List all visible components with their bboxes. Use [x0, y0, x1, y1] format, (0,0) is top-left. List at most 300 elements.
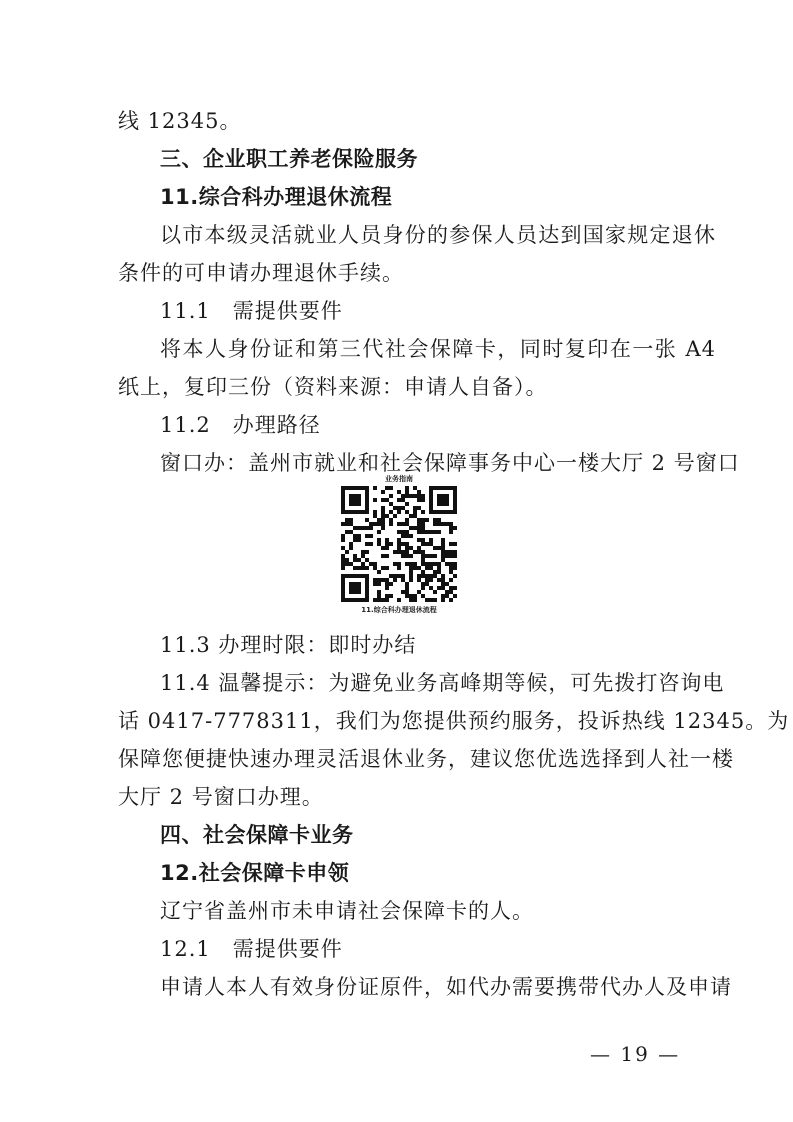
qr-module: [433, 590, 437, 594]
qr-module: [453, 554, 457, 558]
qr-module: [437, 486, 441, 490]
qr-module: [377, 530, 381, 534]
qr-module: [445, 582, 449, 586]
qr-module: [393, 506, 397, 510]
qr-module: [441, 542, 445, 546]
qr-module: [349, 590, 353, 594]
qr-module: [365, 518, 369, 522]
qr-module: [389, 510, 393, 514]
qr-module: [421, 586, 425, 590]
qr-module: [437, 586, 441, 590]
qr-module: [429, 586, 433, 590]
qr-module: [353, 534, 357, 538]
qr-module: [381, 518, 385, 522]
qr-module: [449, 522, 453, 526]
qr-module: [401, 542, 405, 546]
qr-module: [349, 498, 353, 502]
qr-module: [429, 510, 433, 514]
qr-module: [417, 494, 421, 498]
qr-module: [433, 518, 437, 522]
qr-module: [341, 594, 345, 598]
qr-module: [429, 598, 433, 602]
qr-module: [381, 510, 385, 514]
qr-module: [441, 522, 445, 526]
qr-module: [369, 534, 373, 538]
qr-module: [353, 498, 357, 502]
qr-module: [405, 546, 409, 550]
qr-module: [433, 574, 437, 578]
qr-module: [409, 554, 413, 558]
qr-module: [349, 586, 353, 590]
qr-module: [449, 566, 453, 570]
qr-module: [417, 518, 421, 522]
qr-module: [385, 566, 389, 570]
qr-module: [397, 522, 401, 526]
qr-module: [385, 498, 389, 502]
qr-module: [445, 494, 449, 498]
section-heading-3: 三、企业职工养老保险服务: [160, 147, 418, 171]
paragraph-line: 申请人本人有效身份证原件，如代办需要携带代办人及申请: [160, 975, 732, 999]
qr-module: [389, 522, 393, 526]
qr-module: [445, 502, 449, 506]
qr-module: [405, 502, 409, 506]
qr-module: [365, 558, 369, 562]
qr-module: [381, 598, 385, 602]
page-number: — 19 —: [590, 1042, 681, 1066]
qr-module: [393, 562, 397, 566]
qr-module: [445, 486, 449, 490]
qr-module: [405, 590, 409, 594]
qr-module: [365, 526, 369, 530]
qr-module: [401, 590, 405, 594]
qr-module: [385, 542, 389, 546]
qr-module: [405, 530, 409, 534]
qr-module: [341, 486, 345, 490]
qr-module: [449, 562, 453, 566]
qr-module: [445, 590, 449, 594]
qr-module: [449, 570, 453, 574]
qr-module: [417, 538, 421, 542]
qr-module: [389, 486, 393, 490]
qr-module: [441, 550, 445, 554]
qr-module: [357, 498, 361, 502]
qr-module: [357, 486, 361, 490]
qr-module: [429, 542, 433, 546]
qr-module: [445, 510, 449, 514]
paragraph-line: 保障您便捷快速办理灵活退休业务，建议您优选选择到人社一楼: [118, 747, 734, 771]
qr-module: [385, 594, 389, 598]
qr-module: [413, 550, 417, 554]
qr-code-icon: [341, 486, 457, 602]
qr-module: [417, 498, 421, 502]
qr-module: [453, 486, 457, 490]
qr-module: [405, 562, 409, 566]
qr-module: [449, 598, 453, 602]
qr-module: [453, 498, 457, 502]
qr-module: [373, 578, 377, 582]
qr-module: [417, 546, 421, 550]
qr-module: [417, 578, 421, 582]
qr-module: [397, 538, 401, 542]
qr-module: [445, 562, 449, 566]
qr-module: [385, 538, 389, 542]
qr-module: [453, 550, 457, 554]
qr-module: [357, 582, 361, 586]
qr-module: [413, 526, 417, 530]
qr-module: [417, 526, 421, 530]
qr-module: [365, 578, 369, 582]
qr-module: [425, 542, 429, 546]
item-heading-11-3: 11.3 办理时限：即时办结: [160, 633, 417, 657]
qr-module: [341, 494, 345, 498]
qr-module: [353, 586, 357, 590]
qr-module: [449, 590, 453, 594]
qr-module: [397, 506, 401, 510]
qr-module: [361, 574, 365, 578]
qr-module: [353, 502, 357, 506]
qr-module: [417, 522, 421, 526]
qr-module: [361, 526, 365, 530]
qr-module: [381, 498, 385, 502]
qr-module: [397, 562, 401, 566]
qr-module: [441, 586, 445, 590]
qr-module: [413, 566, 417, 570]
qr-module: [405, 542, 409, 546]
qr-module: [433, 530, 437, 534]
qr-module: [449, 542, 453, 546]
qr-module: [349, 486, 353, 490]
qr-module: [453, 490, 457, 494]
qr-module: [345, 598, 349, 602]
qr-module: [353, 574, 357, 578]
qr-module: [453, 586, 457, 590]
qr-module: [349, 598, 353, 602]
qr-module: [357, 566, 361, 570]
qr-module: [341, 502, 345, 506]
qr-module: [409, 570, 413, 574]
qr-module: [421, 498, 425, 502]
qr-module: [425, 582, 429, 586]
qr-module: [429, 494, 433, 498]
qr-module: [449, 586, 453, 590]
qr-module: [429, 506, 433, 510]
qr-module: [397, 530, 401, 534]
qr-module: [425, 562, 429, 566]
qr-module: [449, 550, 453, 554]
qr-module: [365, 510, 369, 514]
qr-module: [421, 574, 425, 578]
qr-module: [453, 542, 457, 546]
qr-module: [341, 558, 345, 562]
qr-module: [429, 578, 433, 582]
qr-module: [453, 566, 457, 570]
qr-module: [421, 554, 425, 558]
qr-module: [397, 546, 401, 550]
qr-module: [405, 582, 409, 586]
qr-module: [421, 494, 425, 498]
qr-module: [357, 538, 361, 542]
qr-module: [345, 522, 349, 526]
qr-module: [353, 582, 357, 586]
qr-module: [453, 502, 457, 506]
qr-module: [385, 586, 389, 590]
qr-module: [405, 518, 409, 522]
qr-module: [425, 554, 429, 558]
qr-module: [429, 498, 433, 502]
qr-module: [413, 494, 417, 498]
qr-module: [397, 598, 401, 602]
qr-module: [341, 506, 345, 510]
qr-module: [345, 510, 349, 514]
qr-module: [385, 514, 389, 518]
qr-module: [385, 486, 389, 490]
qr-module: [425, 518, 429, 522]
qr-module: [365, 582, 369, 586]
qr-module: [349, 546, 353, 550]
qr-module: [381, 526, 385, 530]
qr-module: [349, 542, 353, 546]
qr-module: [373, 514, 377, 518]
qr-module: [401, 578, 405, 582]
qr-module: [449, 578, 453, 582]
qr-module: [377, 594, 381, 598]
qr-module: [369, 526, 373, 530]
qr-module: [409, 514, 413, 518]
qr-module: [377, 582, 381, 586]
qr-module: [409, 494, 413, 498]
qr-module: [449, 530, 453, 534]
qr-module: [341, 522, 345, 526]
qr-module: [341, 566, 345, 570]
qr-module: [429, 490, 433, 494]
paragraph-line: 以市本级灵活就业人员身份的参保人员达到国家规定退休: [160, 223, 716, 247]
qr-module: [437, 502, 441, 506]
qr-module: [445, 550, 449, 554]
qr-module: [345, 518, 349, 522]
qr-module: [373, 598, 377, 602]
qr-module: [421, 542, 425, 546]
qr-module: [381, 514, 385, 518]
qr-module: [357, 510, 361, 514]
qr-module: [441, 594, 445, 598]
qr-module: [429, 562, 433, 566]
qr-module: [413, 510, 417, 514]
qr-module: [441, 574, 445, 578]
qr-title: 业务指南: [385, 475, 413, 483]
qr-module: [353, 558, 357, 562]
qr-module: [401, 554, 405, 558]
qr-module: [345, 558, 349, 562]
qr-module: [453, 574, 457, 578]
qr-module: [389, 574, 393, 578]
qr-module: [429, 574, 433, 578]
qr-module: [353, 494, 357, 498]
paragraph-line: 将本人身份证和第三代社会保障卡，同时复印在一张 A4: [160, 337, 716, 361]
qr-module: [389, 494, 393, 498]
qr-module: [417, 550, 421, 554]
qr-module: [397, 574, 401, 578]
qr-module: [441, 486, 445, 490]
qr-module: [449, 510, 453, 514]
qr-module: [373, 486, 377, 490]
qr-module: [401, 494, 405, 498]
qr-module: [405, 550, 409, 554]
item-heading-11-2: 11.2 办理路径: [160, 413, 321, 437]
qr-module: [413, 514, 417, 518]
qr-module: [405, 510, 409, 514]
qr-module: [357, 502, 361, 506]
qr-module: [377, 538, 381, 542]
qr-module: [437, 498, 441, 502]
qr-module: [389, 594, 393, 598]
qr-module: [365, 534, 369, 538]
qr-module: [365, 490, 369, 494]
qr-module: [365, 494, 369, 498]
qr-module: [401, 530, 405, 534]
qr-module: [413, 506, 417, 510]
qr-module: [405, 586, 409, 590]
qr-module: [357, 526, 361, 530]
qr-module: [437, 578, 441, 582]
qr-module: [417, 490, 421, 494]
qr-module: [409, 534, 413, 538]
qr-module: [441, 558, 445, 562]
qr-module: [453, 562, 457, 566]
qr-module: [453, 506, 457, 510]
qr-module: [445, 594, 449, 598]
qr-module: [405, 554, 409, 558]
subsection-heading-12: 12.社会保障卡申领: [160, 861, 350, 885]
qr-module: [361, 510, 365, 514]
qr-module: [453, 494, 457, 498]
qr-module: [441, 598, 445, 602]
qr-module: [421, 538, 425, 542]
qr-module: [409, 526, 413, 530]
qr-module: [341, 590, 345, 594]
qr-module: [441, 498, 445, 502]
qr-module: [437, 522, 441, 526]
qr-module: [365, 598, 369, 602]
qr-module: [341, 574, 345, 578]
qr-module: [361, 486, 365, 490]
qr-module: [425, 530, 429, 534]
qr-module: [349, 522, 353, 526]
qr-module: [365, 574, 369, 578]
qr-module: [433, 562, 437, 566]
item-heading-11-4: 11.4 温馨提示：为避免业务高峰期等候，可先拨打咨询电: [160, 671, 725, 695]
qr-module: [401, 534, 405, 538]
qr-module: [341, 490, 345, 494]
item-heading-11-1: 11.1 需提供要件: [160, 299, 343, 323]
qr-module: [353, 566, 357, 570]
qr-module: [425, 598, 429, 602]
qr-module: [365, 586, 369, 590]
qr-module: [397, 498, 401, 502]
qr-module: [373, 562, 377, 566]
qr-module: [405, 486, 409, 490]
qr-module: [441, 494, 445, 498]
qr-module: [365, 590, 369, 594]
qr-module: [357, 534, 361, 538]
qr-module: [389, 582, 393, 586]
qr-module: [421, 582, 425, 586]
qr-module: [349, 510, 353, 514]
qr-module: [357, 494, 361, 498]
qr-module: [365, 566, 369, 570]
qr-module: [421, 530, 425, 534]
qr-module: [453, 510, 457, 514]
qr-module: [349, 574, 353, 578]
qr-module: [385, 598, 389, 602]
qr-module: [393, 574, 397, 578]
qr-module: [353, 554, 357, 558]
qr-module: [409, 562, 413, 566]
qr-module: [377, 598, 381, 602]
qr-module: [429, 538, 433, 542]
qr-module: [349, 502, 353, 506]
qr-module: [353, 538, 357, 542]
qr-module: [369, 542, 373, 546]
qr-module: [401, 498, 405, 502]
qr-module: [409, 594, 413, 598]
qr-module: [357, 590, 361, 594]
qr-module: [377, 590, 381, 594]
qr-module: [401, 574, 405, 578]
qr-module: [441, 554, 445, 558]
qr-module: [369, 562, 373, 566]
qr-module: [441, 546, 445, 550]
qr-module: [373, 566, 377, 570]
qr-module: [349, 518, 353, 522]
qr-module: [393, 578, 397, 582]
qr-module: [437, 518, 441, 522]
qr-module: [341, 538, 345, 542]
qr-module: [401, 506, 405, 510]
qr-module: [345, 530, 349, 534]
qr-module: [421, 558, 425, 562]
qr-module: [393, 550, 397, 554]
qr-module: [341, 554, 345, 558]
qr-module: [365, 486, 369, 490]
qr-module: [377, 542, 381, 546]
qr-module: [341, 598, 345, 602]
qr-module: [365, 506, 369, 510]
qr-module: [345, 550, 349, 554]
qr-module: [381, 566, 385, 570]
qr-module: [389, 518, 393, 522]
qr-module: [433, 510, 437, 514]
qr-module: [365, 594, 369, 598]
qr-module: [385, 582, 389, 586]
qr-module: [429, 530, 433, 534]
qr-module: [417, 530, 421, 534]
qr-module: [365, 502, 369, 506]
qr-module: [377, 518, 381, 522]
subsection-heading-11: 11.综合科办理退休流程: [160, 185, 393, 209]
qr-module: [441, 502, 445, 506]
qr-module: [437, 530, 441, 534]
qr-module: [377, 570, 381, 574]
qr-module: [437, 562, 441, 566]
paragraph-continuation: 线 12345。: [118, 109, 242, 133]
qr-module: [401, 550, 405, 554]
qr-module: [357, 574, 361, 578]
qr-module: [373, 582, 377, 586]
qr-module: [353, 526, 357, 530]
qr-module: [349, 562, 353, 566]
qr-module: [421, 526, 425, 530]
qr-module: [385, 546, 389, 550]
